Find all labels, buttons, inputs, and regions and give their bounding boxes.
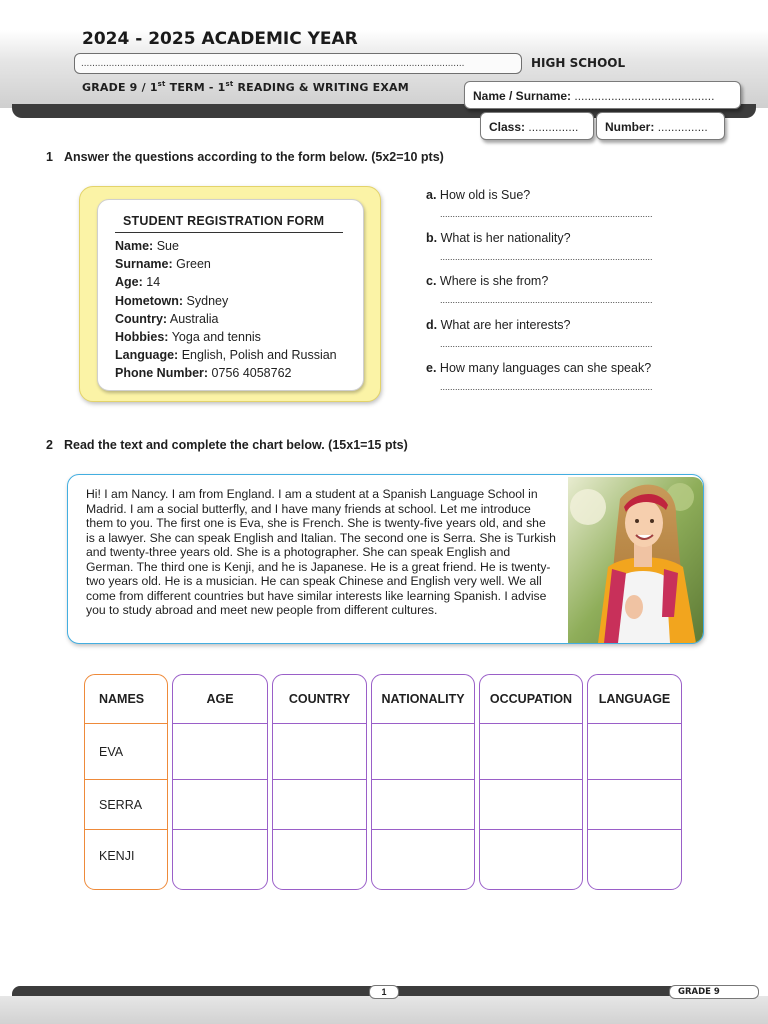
chart-column-country — [272, 674, 367, 890]
chart-header-occupation: OCCUPATION — [480, 675, 582, 724]
name-surname-blank: .......................................... — [574, 89, 715, 103]
form-row-country: Country: Australia — [115, 311, 219, 326]
answer-line-a[interactable]: ..................................................................................... — [440, 209, 653, 219]
chart-header-nationality: NATIONALITY — [372, 675, 474, 724]
number-blank: ............... — [657, 120, 708, 134]
chart-column-names — [84, 674, 168, 890]
question-d: d. What are her interests? ..................................................................................... — [426, 318, 676, 361]
chart-cell-occupation-serra[interactable] — [480, 780, 582, 830]
question-2-instruction: Read the text and complete the chart below. (15x1=15 pts) — [64, 438, 408, 452]
question-e: e. How many languages can she speak? ..................................................................................... — [426, 361, 676, 404]
question-1-list — [426, 188, 676, 404]
reading-text-box — [67, 474, 704, 644]
chart-cell-age-serra[interactable] — [173, 780, 267, 830]
chart-cell-nationality-eva[interactable] — [372, 724, 474, 780]
chart-cell-nationality-serra[interactable] — [372, 780, 474, 830]
footer-band — [0, 996, 768, 1024]
answer-line-b[interactable]: ..................................................................................... — [440, 252, 653, 263]
question-c: c. Where is she from? ..................................................................................... — [426, 274, 676, 317]
chart-column-age — [172, 674, 268, 890]
chart-column-nationality — [371, 674, 475, 890]
chart-cell-country-serra[interactable] — [273, 780, 366, 830]
class-label: Class: — [489, 120, 526, 134]
chart-cell-language-kenji[interactable] — [588, 830, 681, 890]
chart-name-serra: SERRA — [85, 780, 167, 830]
chart-cell-occupation-eva[interactable] — [480, 724, 582, 780]
chart-cell-language-eva[interactable] — [588, 724, 681, 780]
question-2-number: 2 — [46, 438, 53, 452]
form-row-phone: Phone Number: 0756 4058762 — [115, 366, 292, 381]
footer-grade: GRADE 9 — [669, 985, 759, 999]
answer-line-e[interactable]: ..................................................................................... — [440, 381, 653, 392]
page-title: 2024 - 2025 ACADEMIC YEAR — [82, 29, 358, 49]
school-label: HIGH SCHOOL — [531, 56, 626, 70]
form-row-name: Name: Sue — [115, 239, 179, 253]
registration-form-title: STUDENT REGISTRATION FORM — [115, 214, 343, 233]
name-surname-field[interactable] — [464, 81, 741, 109]
form-row-language: Language: English, Polish and Russian — [115, 348, 337, 363]
chart-header-age: AGE — [173, 675, 267, 724]
form-row-hobbies: Hobbies: Yoga and tennis — [115, 330, 261, 345]
form-row-hometown: Hometown: Sydney — [115, 293, 229, 308]
student-photo — [568, 477, 703, 643]
question-2-heading — [46, 438, 408, 452]
name-surname-label: Name / Surname: — [473, 89, 572, 103]
number-field[interactable] — [596, 112, 725, 140]
chart-column-occupation — [479, 674, 583, 890]
chart-cell-nationality-kenji[interactable] — [372, 830, 474, 890]
answer-line-d[interactable]: ..................................................................................... — [440, 338, 653, 349]
number-label: Number: — [605, 120, 655, 134]
question-a: a. How old is Sue? ..................................................................................... — [426, 188, 676, 231]
question-1-heading — [46, 150, 444, 164]
chart-column-language — [587, 674, 682, 890]
chart-cell-age-kenji[interactable] — [173, 830, 267, 890]
reading-passage: Hi! I am Nancy. I am from England. I am a student at a Spanish Language School in Madrid. I am a social butterfly, and I have many friends at school. Let me introduce them to you. The first one is Eva, she is French. She is twenty-five years old, and she is a lawyer. She can speak English and Italian. The second one is Serra. She is Turkish and twenty-three years old. She is a photographer. She can speak English and German. The third one is Kenji, and he is Japanese. He is a great friend. He is twenty-two years old. He is a musician. He can speak Chinese and English very well. We all come from different countries but have similar interests like learning Spanish. I advise you to study abroad and meet new people from different cultures. — [86, 487, 556, 617]
answer-line-c[interactable]: ..................................................................................... — [440, 295, 653, 306]
question-1-number: 1 — [46, 150, 53, 164]
chart-cell-age-eva[interactable] — [173, 724, 267, 780]
chart-header-country: COUNTRY — [273, 675, 366, 724]
question-1-instruction: Answer the questions according to the form below. (5x2=10 pts) — [64, 150, 444, 164]
registration-form-rows — [115, 237, 337, 383]
page-number: 1 — [369, 985, 399, 999]
form-row-surname: Surname: Green — [115, 257, 211, 272]
chart-name-eva: EVA — [85, 724, 167, 780]
chart-name-kenji: KENJI — [99, 849, 135, 863]
exam-subtitle: GRADE 9 / 1st TERM - 1st READING & WRITING EXAM — [82, 80, 409, 94]
chart-cell-language-serra[interactable] — [588, 780, 681, 830]
class-field[interactable] — [480, 112, 594, 140]
class-blank: ............... — [528, 120, 579, 134]
chart-header-language: LANGUAGE — [588, 675, 681, 724]
school-name-field[interactable]: .......................................................................................................................................... — [74, 53, 522, 74]
chart-cell-country-kenji[interactable] — [273, 830, 366, 890]
chart-header-names: NAMES — [85, 675, 167, 724]
chart-cell-country-eva[interactable] — [273, 724, 366, 780]
student-photo-illustration — [568, 477, 703, 643]
chart-cell-occupation-kenji[interactable] — [480, 830, 582, 890]
form-row-age: Age: 14 — [115, 275, 161, 290]
question-b: b. What is her nationality? ..................................................................................... — [426, 231, 676, 274]
